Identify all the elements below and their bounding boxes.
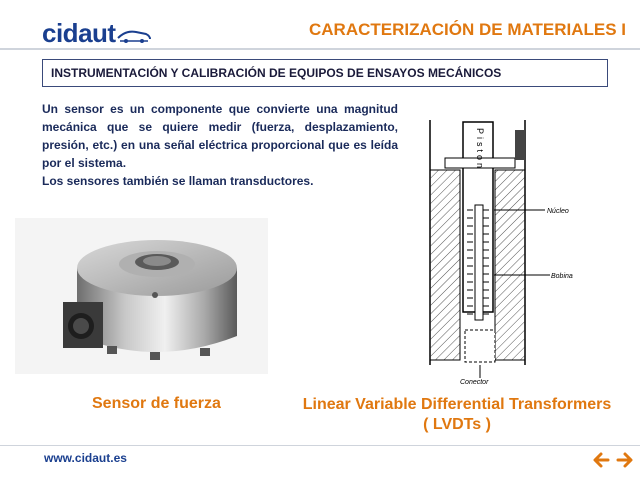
force-sensor-image [15,218,268,374]
section-subtitle: INSTRUMENTACIÓN Y CALIBRACIÓN DE EQUIPOS DE ENSAYOS MECÁNICOS [51,66,502,80]
lvdt-diagram [405,110,605,385]
lvdt-caption-line1: Linear Variable Differential Transformers [302,396,612,413]
arrow-right-icon[interactable] [614,450,634,470]
lvdt-caption-line2: ( LVDTs ) [423,416,491,433]
subtitle-box [42,59,608,87]
header-divider [0,48,640,50]
paragraph-transducers: Los sensores también se llaman transductores. [42,174,314,188]
car-logo-icon [116,26,152,44]
nucleo-label: Núcleo [547,208,569,215]
conector-label: Conector [460,379,489,385]
lvdt-caption [284,395,630,435]
footer-divider [0,445,640,446]
footer-url-link[interactable]: www.cidaut.es [44,451,127,465]
force-sensor-caption: Sensor de fuerza [92,395,221,412]
bobina-label: Bobina [551,273,573,280]
header [0,0,640,58]
arrow-left-icon[interactable] [592,450,612,470]
piston-label: Piston [475,128,485,172]
paragraph-sensor-definition: Un sensor es un componente que convierte una magnitud mecánica que se quiere medir (fuerza, desplazamiento, presión, etc.) en una señal eléctrica proporcional que es leída por el sistema. [42,102,398,170]
page-title: CARACTERIZACIÓN DE MATERIALES I [308,20,626,39]
cidaut-logo: cidaut [42,18,116,48]
description-text [42,100,398,190]
